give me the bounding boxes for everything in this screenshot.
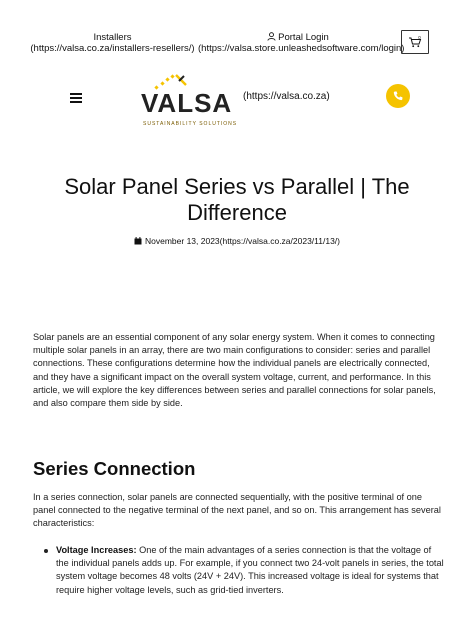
hamburger-menu-icon[interactable] [70,93,82,103]
section-heading: Series Connection [33,458,196,479]
list-item [44,544,444,597]
bullet-dot [44,549,48,553]
portal-label: Portal Login [278,32,329,43]
cart-button[interactable] [401,30,429,54]
series-paragraph: In a series connection, solar panels are connected sequentially, with the positive terminal of one panel connected to the negative terminal of the next panel, and so on. This arrangement has several characteristics: [33,492,441,529]
site-url-link[interactable]: (https://valsa.co.za) [243,91,330,102]
post-date-url[interactable]: (https://valsa.co.za/2023/11/13/) [219,236,340,246]
site-header [0,72,474,132]
calendar-icon [134,237,142,245]
bullet-text: One of the main advantages of a series connection is that the voltage of the individual panels adds up. For example, if you connect two 24-volt panels in series, the total system voltage becomes 48 volts (24V + 24V). This increased voltage is ideal for systems that require higher voltage levels, such as grid-tied inverters. [56,545,444,595]
installers-link[interactable] [30,32,195,54]
page-title: Solar Panel Series vs Parallel | The Difference [64,174,410,225]
logo-text: VALSA [141,88,233,118]
installers-url: (https://valsa.co.za/installers-resellers/) [30,43,195,54]
portal-login-link[interactable] [198,32,405,54]
list-item-text [56,544,444,597]
logo-tagline: SUSTAINABILITY SOLUTIONS [143,121,238,127]
phone-button[interactable] [386,84,410,108]
valsa-logo[interactable] [138,72,242,128]
user-icon [267,32,276,41]
top-bar [0,30,474,60]
post-date[interactable]: November 13, 2023 [145,236,220,246]
phone-icon [392,90,404,102]
cart-icon [408,36,422,48]
bullet-label: Voltage Increases: [56,545,137,555]
portal-url: (https://valsa.store.unleashedsoftware.com/login) [198,43,405,54]
intro-paragraph: Solar panels are an essential component of any solar energy system. When it comes to connecting multiple solar panels in an array, there are two main configurations to consider: series and parallel connections. These configurations determine how the individual panels are electrically connected, and they have a significant impact on the overall system voltage, current, and performance. In this article, we will explore the key differences between series and parallel connections for solar panels, and also compare them side by side. [33,332,436,409]
cart-count: 0 [418,36,421,41]
installers-label: Installers [93,32,132,43]
post-meta [0,236,474,246]
